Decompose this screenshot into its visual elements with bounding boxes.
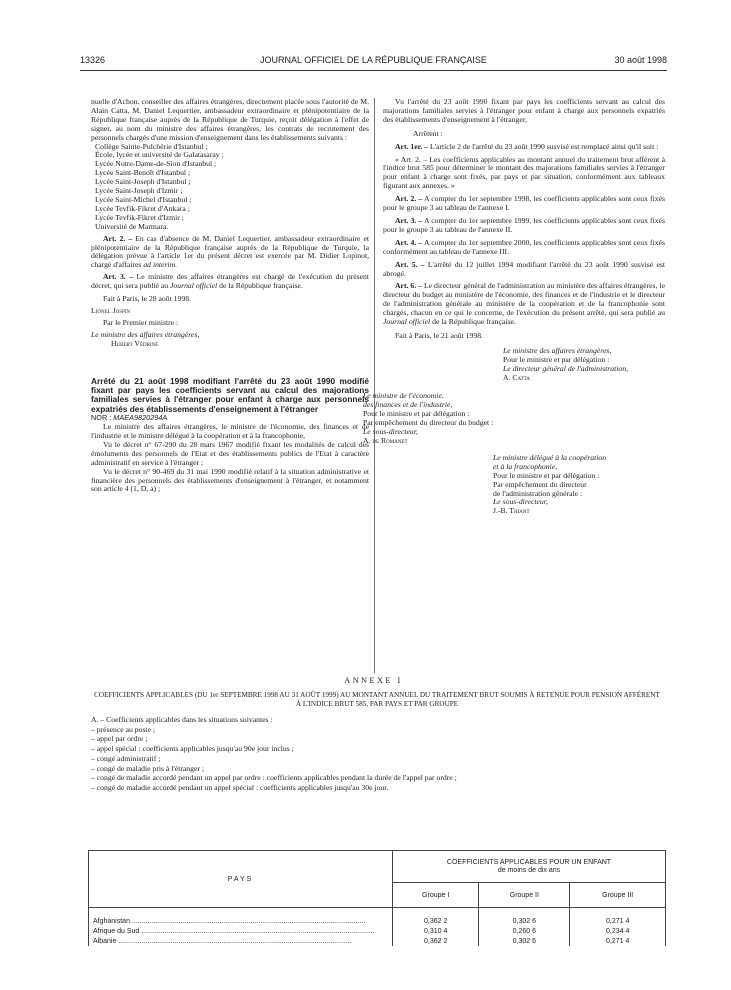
sig-line: Le sous-directeur,	[493, 497, 548, 507]
list-item: Lycée Saint-Joseph d'Izmir ;	[95, 186, 183, 196]
column-divider	[374, 98, 375, 673]
sig-line: Par empêchement du directeur du budget :	[363, 418, 494, 428]
article-text: L'article 2 de l'arrêté du 23 août 1990 susvisé est remplacé ainsi qu'il suit :	[428, 141, 659, 151]
country-name: Afghanistan ........................................................................................................................	[93, 917, 366, 925]
article-text: A compter du 1er septembre 1999, les coefficients applicables sont ceux fixés pour le groupe 3 au tableau de l'annexe II.	[383, 215, 665, 234]
column-header-pays: PAYS	[89, 851, 393, 908]
article-italic: Journal officiel	[169, 281, 218, 291]
list-item: – congé de maladie pris à l'étranger ;	[91, 763, 205, 773]
issue-date: 30 août 1998	[614, 55, 667, 65]
coef-cell: 0,271 4	[570, 936, 666, 946]
vu-decret-1990: Vu le décret n° 90-469 du 31 mai 1990 modifié relatif à la situation administrative et financière des personnels des établissements d'enseignement à l'étranger, et notamment son article 4 (1, D, a) ;	[91, 466, 369, 494]
article-2	[383, 195, 665, 213]
list-item: – congé de maladie accordé pendant un appel par ordre : coefficients applicables pendant la durée de l'appel par ordre ;	[91, 773, 457, 783]
coef-cell: 0,362 2	[393, 908, 479, 927]
signatory-vedrine: Hubert Védrine	[111, 338, 159, 348]
country-cell	[89, 926, 393, 936]
journal-title: JOURNAL OFFICIEL DE LA RÉPUBLIQUE FRANÇAISE	[260, 55, 487, 65]
section-a-heading: A. – Coefficients applicables dans les situations suivantes :	[91, 715, 273, 724]
coef-cell: 0,271 4	[570, 908, 666, 927]
article-2-quote: « Art. 2. – Les coefficients applicables au montant annuel du traitement brut afférent à l'indice brut 585 pour déterminer le montant des majorations familiales servies à l'étranger pour enfant à charge sont fixés, par pays et par situation, conformément aux tableaux figurant aux annexes. »	[383, 154, 665, 191]
sig-line: de l'administration générale :	[493, 488, 583, 498]
list-item: Lycée Saint-Michel d'Istanbul ;	[95, 194, 192, 204]
vu-arrete-1990: Vu l'arrêté du 23 août 1990 fixant par pays les coefficients servant au calcul des majorations familiales servies à l'étranger pour enfant à charge aux personnels expatriés des établissements d'enseignement à l'étranger,	[383, 97, 665, 124]
list-item: – appel spécial : coefficients applicables jusqu'au 90e jour inclus ;	[91, 744, 294, 754]
list-item: Lycée Notre-Dame-de-Sion d'Istanbul ;	[95, 159, 217, 169]
table-row	[89, 908, 666, 927]
table-row	[89, 926, 666, 936]
nor-value: MAEA9820294A	[113, 413, 168, 423]
list-item: Lycée Saint-Benoît d'Istanbul ;	[95, 168, 191, 178]
signatory-thiant: J.-B. Thiant	[493, 506, 530, 516]
right-column	[363, 97, 665, 516]
article-text-end: de la République française.	[430, 317, 516, 327]
list-item: Lycée Saint-Joseph d'Istanbul ;	[95, 177, 191, 187]
article-label: Art. 3. –	[103, 272, 134, 282]
left-column	[91, 98, 369, 494]
article-text: Le directeur général de l'administration au ministère des affaires étrangères, le directeur du budget au ministère de l'économie, des finances et de l'industrie et le directeur de l'administration générale au ministère de la coopération et de la francophonie sont chargés, chacun en ce qui le concerne, de l'exécution du présent arrêté, qui sera publié au	[383, 281, 665, 318]
section-a	[91, 715, 651, 793]
article-label: Art. 5. –	[395, 259, 425, 269]
preamble-ministers: Le ministre des affaires étrangères, le ministre de l'économie, des finances et de l'industrie et le ministre délégué à la coopération et à la francophonie,	[91, 422, 369, 440]
article-italic: Journal officiel	[383, 317, 431, 327]
article-label: Art. 2. –	[395, 194, 423, 204]
article-3-decret	[91, 273, 369, 291]
list-item: Université de Marmara.	[95, 221, 169, 231]
article-text-end: de la République française.	[217, 281, 303, 291]
article-text: A compter du 1er septembre 2000, les coefficients applicables sont ceux fixés conformément au tableau de l'annexe III.	[383, 237, 665, 256]
signature-block-cooperation	[493, 454, 668, 516]
list-item: – présence au poste ;	[91, 724, 156, 734]
sig-line: Pour le ministre et par délégation :	[363, 409, 470, 419]
sig-line: Le ministre de l'économie,	[363, 391, 444, 401]
article-6	[383, 282, 665, 327]
sig-line: Le ministre des affaires étrangères,	[503, 345, 612, 355]
list-item: École, lycée et université de Galatasaray ;	[95, 150, 224, 160]
country-name: Afrique du Sud ........................................................................................................................	[93, 927, 375, 935]
header-rule	[80, 70, 667, 71]
arrete-title: Arrêté du 21 août 1998 modifiant l'arrêté du 23 août 1990 modifié fixant par pays les coefficients servant au calcul des majorations familiales servies à l'étranger pour enfant à charge aux personnels expatriés des établissements d'enseignement à l'étranger	[91, 375, 369, 414]
coefficients-title: COEFFICIENTS APPLICABLES (DU 1er SEPTEMBRE 1998 AU 31 AOÛT 1999) AU MONTANT ANNUEL DU TRAITEMENT BRUT SOUMIS À RETENUE POUR PENSION AFFÉRENT À L'INDICE BRUT 585, PAR PAYS ET PAR GROUPE	[94, 691, 660, 708]
sig-line: Le directeur général de l'administration,	[503, 363, 628, 373]
sig-line: Pour le ministre et par délégation :	[493, 470, 600, 480]
coef-cell: 0,362 2	[393, 936, 479, 946]
article-text: En cas d'absence de M. Daniel Lequertier, ambassadeur extraordinaire et plénipotentiaire de la République française auprès de la République de Turquie, la délégation prévue à l'article 1er du présent décret est exercée par M. Didier Lopinot, chargé d'affaires	[91, 233, 370, 270]
sig-line: Par empêchement du directeur	[493, 479, 587, 489]
coef-cell: 0,302 6	[479, 908, 570, 927]
signatory-romanet: A. de Romanet	[363, 436, 408, 445]
country-cell	[89, 908, 393, 927]
column-header-groupe-3: Groupe III	[570, 883, 666, 908]
country-cell	[89, 936, 393, 946]
article-3	[383, 217, 665, 235]
fait-date: Fait à Paris, le 28 août 1998.	[103, 294, 191, 304]
article-1	[383, 143, 665, 152]
par-premier-ministre: Par le Premier ministre :	[103, 317, 179, 327]
sig-line: et à la francophonie,	[493, 461, 558, 471]
table-header-row	[89, 851, 666, 883]
signatory-jospin: Lionel Jospin	[91, 305, 131, 315]
list-item: Lycée Tevfik-Fikret d'Ankara ;	[95, 203, 190, 213]
list-item: – congé de maladie accordé pendant un appel spécial : coefficients applicables jusqu'au 30e jour.	[91, 782, 389, 792]
coef-cell: 0,234 4	[570, 926, 666, 936]
coef-cell: 0,260 6	[479, 926, 570, 936]
article-label: Art. 6. –	[395, 281, 422, 291]
annexe-title: ANNEXE I	[344, 676, 403, 685]
fait-date: Fait à Paris, le 21 août 1998.	[395, 330, 483, 340]
intro-paragraph: nuelle d'Achon, conseiller des affaires étrangères, directement placée sous l'autorité de M. Alain Catta, M. Daniel Lequertier, ambassadeur extraordinaire et plénipotentiaire de la République française auprès de la République de Turquie, reçoit délégation à l'effet de signer, au nom du ministre des affaires étrangères, les contrats de recrutement des personnels chargés d'une mission d'enseignement dans les établissements suivants :	[91, 97, 369, 142]
arretent: Arrêtent :	[413, 128, 443, 138]
list-item: Collège Sainte-Pulchérie d'Istanbul ;	[95, 141, 208, 151]
ministre-affaires-etrangeres: Le ministre des affaires étrangères,	[91, 329, 200, 339]
signature-block-affaires	[503, 347, 665, 383]
article-2-decret	[91, 235, 369, 271]
signature-block-economie	[363, 392, 563, 445]
article-label: Art. 3. –	[395, 215, 423, 225]
sig-line: des finances et de l'industrie,	[363, 400, 453, 410]
article-label: Art. 1er. –	[395, 141, 429, 151]
column-header-coefficients	[393, 851, 666, 883]
table-row	[89, 936, 666, 946]
coef-cell: 0,302 6	[479, 936, 570, 946]
article-label: Art. 4. –	[395, 237, 423, 247]
list-item: – congé administratif ;	[91, 753, 161, 763]
nor-label: NOR :	[91, 413, 114, 423]
page-number: 13326	[80, 55, 106, 65]
coefficients-table	[88, 850, 666, 946]
coef-header-line1: COEFFICIENTS APPLICABLES POUR UN ENFANT	[446, 858, 612, 866]
article-text: L'arrêté du 12 juillet 1994 modifiant l'arrêté du 23 août 1990 susvisé est abrogé.	[383, 259, 665, 278]
sig-line: Le sous-directeur,	[363, 427, 418, 437]
column-header-groupe-1: Groupe I	[393, 883, 479, 908]
country-name: Albanie ........................................................................................................................	[93, 937, 352, 945]
page-header	[80, 55, 667, 69]
vu-decret-1967: Vu le décret n° 67-290 du 28 mars 1967 modifié fixant les modalités de calcul des émoluments des personnels de l'Etat et des établissements publics de l'Etat à caractère administratif en service à l'étranger ;	[91, 439, 369, 467]
article-4	[383, 239, 665, 257]
article-5	[383, 261, 665, 279]
article-label: Art. 2. –	[103, 233, 133, 243]
coef-header-line2: de moins de dix ans	[497, 866, 561, 874]
establishment-list	[95, 143, 369, 232]
article-text: Le ministre des affaires étrangères est chargé de l'exécution du présent décret, qui sera publié au	[91, 272, 370, 291]
coef-cell: 0,310 4	[393, 926, 479, 936]
article-italic: ad interim.	[143, 260, 178, 270]
sig-line: Pour le ministre et par délégation :	[503, 354, 610, 364]
signatory-catta: A. Catta	[503, 372, 530, 382]
list-item: Lycée Tevfik-Fikret d'Izmir ;	[95, 212, 184, 222]
sig-line: Le ministre délégué à la coopération	[493, 452, 607, 462]
column-header-groupe-2: Groupe II	[479, 883, 570, 908]
list-item: – appel par ordre ;	[91, 734, 148, 744]
article-text: A compter du 1er septembre 1998, les coefficients applicables sont ceux fixés pour le groupe 3 au tableau de l'annexe I.	[383, 194, 665, 213]
